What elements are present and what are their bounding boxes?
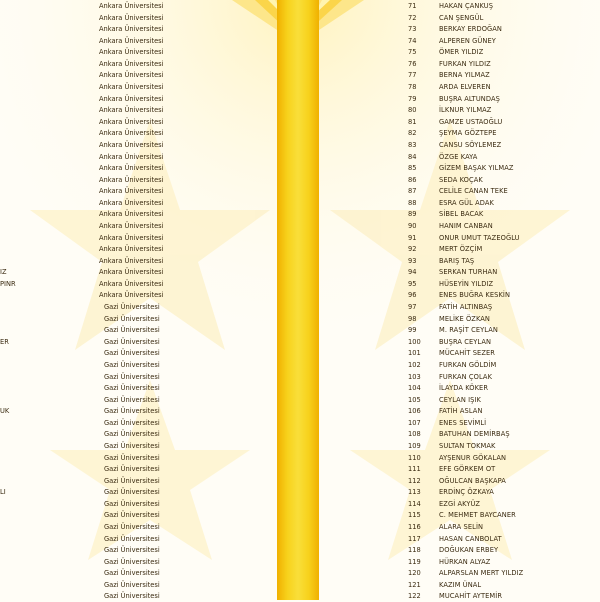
university-label: Gazi Üniversitesi — [104, 533, 160, 543]
list-item — [408, 475, 600, 487]
list-item — [408, 371, 600, 383]
entry-name: ALARA SELİN — [439, 522, 484, 532]
university-label: Gazi Üniversitesi — [104, 325, 160, 335]
list-item — [408, 174, 600, 186]
list-item — [408, 394, 600, 406]
list-item — [408, 289, 600, 301]
entry-number: 122 — [408, 591, 421, 601]
entry-number: 80 — [408, 105, 417, 115]
entry-name: CEYLAN IŞIK — [439, 394, 482, 404]
entry-number: 74 — [408, 35, 417, 45]
university-label: Gazi Üniversitesi — [104, 336, 160, 346]
entry-number: 72 — [408, 12, 417, 22]
list-item — [408, 162, 600, 174]
entry-number: 96 — [408, 290, 417, 300]
list-item — [408, 509, 600, 521]
entry-number: 84 — [408, 151, 417, 161]
entry-name: MÜCAHİT SEZER — [439, 348, 496, 358]
list-item — [408, 185, 600, 197]
list-item — [408, 278, 600, 290]
university-label: Ankara Üniversitesi — [99, 244, 164, 254]
entry-name: SİBEL BACAK — [439, 209, 484, 219]
university-label: Ankara Üniversitesi — [99, 35, 164, 45]
university-label: Gazi Üniversitesi — [104, 487, 160, 497]
entry-name: AYŞENUR GÖKALAN — [439, 452, 507, 462]
entry-number: 121 — [408, 579, 421, 589]
university-label: Ankara Üniversitesi — [99, 1, 164, 10]
entry-name: ÖZGE KAYA — [439, 151, 478, 161]
list-item — [408, 243, 600, 255]
entry-number: 118 — [408, 545, 421, 555]
entry-number: 89 — [408, 209, 417, 219]
edge-fragment: IZ — [0, 267, 7, 277]
entry-name: CAN ŞENGÜL — [439, 12, 484, 22]
entry-number: 75 — [408, 47, 417, 57]
edge-fragment: ER — [0, 336, 9, 346]
entry-name: ŞEYMA GÖZTEPE — [439, 128, 497, 138]
list-item — [408, 498, 600, 510]
university-label: Gazi Üniversitesi — [104, 429, 160, 439]
list-item — [408, 324, 600, 336]
list-item — [408, 452, 600, 464]
university-label: Ankara Üniversitesi — [99, 47, 164, 57]
university-label: Gazi Üniversitesi — [104, 579, 160, 589]
university-label: Ankara Üniversitesi — [99, 82, 164, 92]
edge-fragment: LI — [0, 487, 6, 497]
list-item — [408, 567, 600, 579]
entry-number: 104 — [408, 383, 421, 393]
entry-name: SULTAN TOKMAK — [439, 440, 496, 450]
list-item — [408, 428, 600, 440]
entry-name: HANIM CANBAN — [439, 220, 493, 230]
university-label: Gazi Üniversitesi — [104, 302, 160, 312]
list-item — [408, 347, 600, 359]
list-item — [408, 590, 600, 602]
list-item — [408, 232, 600, 244]
entry-name: C. MEHMET BAYCANER — [439, 510, 516, 520]
list-item — [408, 0, 600, 12]
list-item — [408, 440, 600, 452]
entry-number: 91 — [408, 232, 417, 242]
list-item — [408, 255, 600, 267]
entry-number: 88 — [408, 197, 417, 207]
entry-name: ESRA GÜL ADAK — [439, 197, 494, 207]
university-label: Ankara Üniversitesi — [99, 116, 164, 126]
entry-name: HAKAN ÇANKUŞ — [439, 1, 494, 10]
entry-number: 110 — [408, 452, 421, 462]
entry-number: 107 — [408, 417, 421, 427]
entry-number: 93 — [408, 255, 417, 265]
list-item — [408, 208, 600, 220]
university-label: Gazi Üniversitesi — [104, 568, 160, 578]
right-names-column — [408, 0, 600, 602]
university-label: Gazi Üniversitesi — [104, 371, 160, 381]
entry-number: 79 — [408, 93, 417, 103]
entry-number: 117 — [408, 533, 421, 543]
university-label: Gazi Üniversitesi — [104, 545, 160, 555]
entry-number: 103 — [408, 371, 421, 381]
university-label: Gazi Üniversitesi — [104, 383, 160, 393]
entry-number: 105 — [408, 394, 421, 404]
list-item — [408, 35, 600, 47]
university-label: Gazi Üniversitesi — [104, 406, 160, 416]
entry-name: FURKAN YILDIZ — [439, 58, 491, 68]
list-item — [408, 139, 600, 151]
entry-name: ONUR UMUT TAZEOĞLU — [439, 232, 520, 242]
left-university-column — [0, 0, 190, 602]
entry-name: İLAYDA KÖKER — [439, 383, 489, 393]
entry-number: 83 — [408, 139, 417, 149]
university-label: Ankara Üniversitesi — [99, 278, 164, 288]
list-item — [408, 336, 600, 348]
entry-number: 92 — [408, 244, 417, 254]
university-label: Ankara Üniversitesi — [99, 186, 164, 196]
entry-name: EFE GÖRKEM OT — [439, 464, 496, 474]
university-label: Ankara Üniversitesi — [99, 139, 164, 149]
entry-name: FATİH ALTINBAŞ — [439, 302, 493, 312]
entry-number: 82 — [408, 128, 417, 138]
university-label: Ankara Üniversitesi — [99, 24, 164, 34]
university-label: Ankara Üniversitesi — [99, 290, 164, 300]
entry-name: ALPARSLAN MERT YILDIZ — [439, 568, 524, 578]
entry-name: HÜRKAN ALYAZ — [439, 556, 491, 566]
entry-number: 76 — [408, 58, 417, 68]
list-item — [408, 58, 600, 70]
entry-number: 116 — [408, 522, 421, 532]
university-label: Gazi Üniversitesi — [104, 464, 160, 474]
list-item — [408, 69, 600, 81]
university-label: Gazi Üniversitesi — [104, 394, 160, 404]
entry-name: MUCAHİT AYTEMİR — [439, 591, 503, 601]
list-item — [408, 486, 600, 498]
list-item — [408, 382, 600, 394]
list-item — [408, 46, 600, 58]
entry-name: ERDİNÇ ÖZKAYA — [439, 487, 494, 497]
entry-number: 85 — [408, 163, 417, 173]
entry-name: ARDA ELVEREN — [439, 82, 491, 92]
entry-number: 120 — [408, 568, 421, 578]
university-label: Gazi Üniversitesi — [104, 440, 160, 450]
entry-name: GAMZE USTAOĞLU — [439, 116, 503, 126]
entry-name: SEDA KOÇAK — [439, 174, 483, 184]
university-label: Ankara Üniversitesi — [99, 70, 164, 80]
list-item — [408, 579, 600, 591]
university-label: Ankara Üniversitesi — [99, 151, 164, 161]
university-label: Gazi Üniversitesi — [104, 591, 160, 601]
university-label: Gazi Üniversitesi — [104, 359, 160, 369]
entry-name: HASAN CANBOLAT — [439, 533, 502, 543]
entry-name: HÜSEYİN YILDIZ — [439, 278, 494, 288]
entry-number: 81 — [408, 116, 417, 126]
university-label: Gazi Üniversitesi — [104, 417, 160, 427]
university-label: Ankara Üniversitesi — [99, 197, 164, 207]
entry-number: 94 — [408, 267, 417, 277]
university-label: Gazi Üniversitesi — [104, 452, 160, 462]
entry-number: 95 — [408, 278, 417, 288]
university-label: Gazi Üniversitesi — [104, 313, 160, 323]
entry-name: KAZIM ÜNAL — [439, 579, 482, 589]
edge-fragment: UK — [0, 406, 10, 416]
entry-name: FURKAN ÇOLAK — [439, 371, 493, 381]
list-item — [408, 313, 600, 325]
entry-name: BERKAY ERDOĞAN — [439, 24, 502, 34]
university-label: Gazi Üniversitesi — [104, 348, 160, 358]
entry-name: BATUHAN DEMİRBAŞ — [439, 429, 510, 439]
entry-name: FURKAN GÖLDİM — [439, 359, 497, 369]
entry-number: 100 — [408, 336, 421, 346]
entry-number: 106 — [408, 406, 421, 416]
university-label: Ankara Üniversitesi — [99, 255, 164, 265]
list-item — [408, 359, 600, 371]
list-item — [408, 197, 600, 209]
entry-name: CANSU SÖYLEMEZ — [439, 139, 502, 149]
entry-number: 108 — [408, 429, 421, 439]
entry-number: 77 — [408, 70, 417, 80]
entry-name: BUŞRA CEYLAN — [439, 336, 492, 346]
entry-name: CELİLE CANAN TEKE — [439, 186, 508, 196]
gold-divider-bar — [277, 0, 319, 600]
university-label: Ankara Üniversitesi — [99, 128, 164, 138]
university-label: Ankara Üniversitesi — [99, 163, 164, 173]
list-item — [408, 544, 600, 556]
entry-number: 90 — [408, 220, 417, 230]
list-item — [408, 417, 600, 429]
entry-name: EZGİ AKYÜZ — [439, 498, 480, 508]
entry-name: M. RAŞİT CEYLAN — [439, 325, 498, 335]
entry-number: 97 — [408, 302, 417, 312]
entry-number: 78 — [408, 82, 417, 92]
entry-number: 119 — [408, 556, 421, 566]
list-item — [408, 151, 600, 163]
list-item — [408, 301, 600, 313]
entry-number: 98 — [408, 313, 417, 323]
list-item — [408, 220, 600, 232]
entry-name: FATİH ASLAN — [439, 406, 483, 416]
entry-number: 86 — [408, 174, 417, 184]
list-item — [408, 116, 600, 128]
university-label: Ankara Üniversitesi — [99, 220, 164, 230]
university-label: Gazi Üniversitesi — [104, 510, 160, 520]
university-label: Gazi Üniversitesi — [104, 475, 160, 485]
list-item — [408, 463, 600, 475]
entry-number: 71 — [408, 1, 417, 10]
edge-fragment: PINR — [0, 278, 16, 288]
entry-number: 109 — [408, 440, 421, 450]
university-label: Gazi Üniversitesi — [104, 522, 160, 532]
university-label: Ankara Üniversitesi — [99, 12, 164, 22]
entry-number: 111 — [408, 464, 421, 474]
university-label: Ankara Üniversitesi — [99, 209, 164, 219]
entry-name: ENES SEVİMLİ — [439, 417, 487, 427]
entry-number: 113 — [408, 487, 421, 497]
list-item — [408, 556, 600, 568]
university-label: Gazi Üniversitesi — [104, 556, 160, 566]
list-item — [408, 533, 600, 545]
entry-name: BERNA YILMAZ — [439, 70, 490, 80]
list-item — [408, 93, 600, 105]
list-item — [408, 104, 600, 116]
entry-number: 87 — [408, 186, 417, 196]
university-label: Ankara Üniversitesi — [99, 105, 164, 115]
entry-number: 102 — [408, 359, 421, 369]
entry-name: MELİKE ÖZKAN — [439, 313, 491, 323]
entry-name: ÖMER YILDIZ — [439, 47, 484, 57]
entry-number: 73 — [408, 24, 417, 34]
list-item — [408, 266, 600, 278]
entry-number: 114 — [408, 498, 421, 508]
entry-name: MERT ÖZÇİM — [439, 244, 483, 254]
entry-number: 112 — [408, 475, 421, 485]
list-item — [408, 23, 600, 35]
university-label: Gazi Üniversitesi — [104, 498, 160, 508]
list-item — [408, 81, 600, 93]
list-item — [408, 12, 600, 24]
entry-name: DOĞUKAN ERBEY — [439, 545, 499, 555]
list-item — [408, 521, 600, 533]
entry-name: ENES BUĞRA KESKİN — [439, 290, 511, 300]
entry-number: 99 — [408, 325, 417, 335]
entry-name: ALPEREN GÜNEY — [439, 35, 496, 45]
university-label: Ankara Üniversitesi — [99, 267, 164, 277]
university-label: Ankara Üniversitesi — [99, 232, 164, 242]
university-label: Ankara Üniversitesi — [99, 174, 164, 184]
entry-name: SERKAN TURHAN — [439, 267, 498, 277]
university-label: Ankara Üniversitesi — [99, 58, 164, 68]
entry-name: BUŞRA ALTUNDAŞ — [439, 93, 500, 103]
list-item — [408, 127, 600, 139]
entry-number: 115 — [408, 510, 421, 520]
entry-name: OĞULCAN BAŞKAPA — [439, 475, 506, 485]
entry-name: GİZEM BAŞAK YILMAZ — [439, 163, 514, 173]
entry-name: İLKNUR YILMAZ — [439, 105, 492, 115]
list-item — [408, 405, 600, 417]
entry-number: 101 — [408, 348, 421, 358]
entry-name: BARIŞ TAŞ — [439, 255, 475, 265]
university-label: Ankara Üniversitesi — [99, 93, 164, 103]
